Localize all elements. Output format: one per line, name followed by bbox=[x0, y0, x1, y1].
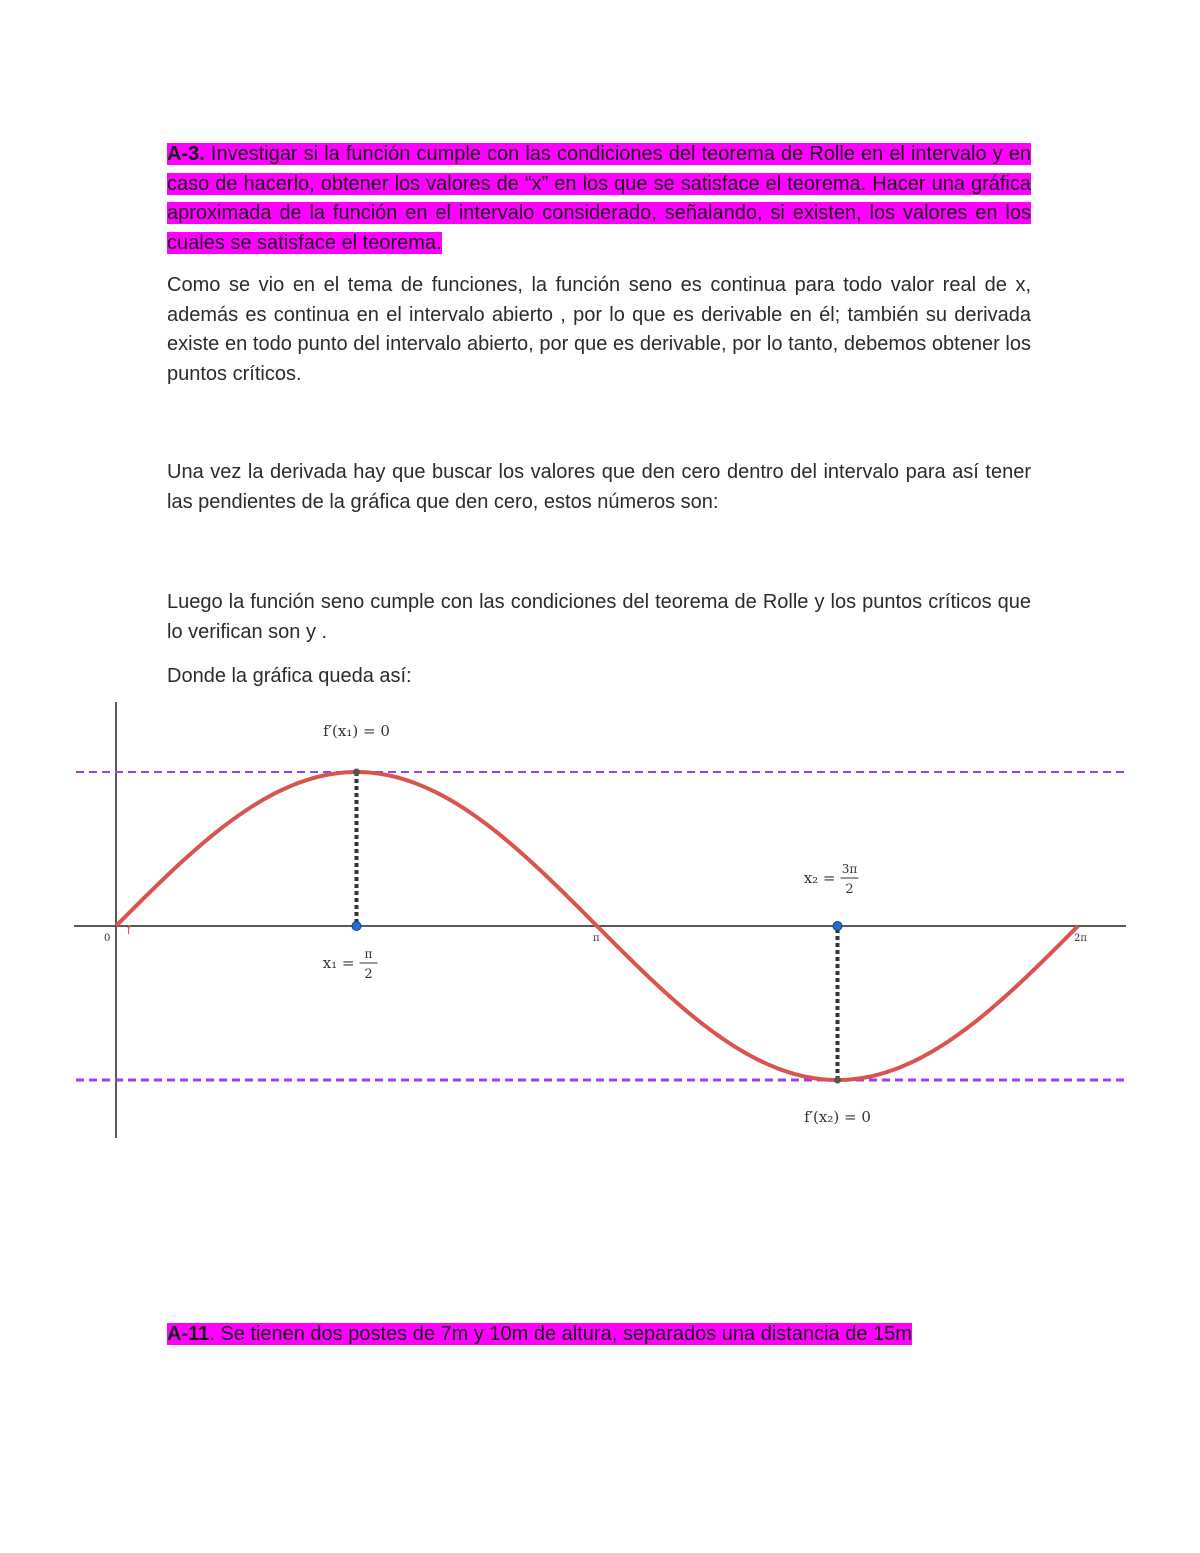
paragraph-continuity: Como se vio en el tema de funciones, la función seno es continua para todo valor real de x, además es continua en el intervalo abierto , por lo que es derivable en él; también su derivada existe en todo punto del intervalo abierto, por que es derivable, por lo tanto, debemos obtener los puntos críticos. bbox=[167, 274, 1031, 385]
paragraph-graph-intro: Donde la gráfica queda así: bbox=[167, 665, 412, 687]
critical-x-label: x₂ = bbox=[803, 869, 836, 887]
fraction-numerator: 3π bbox=[841, 862, 858, 876]
series-label: f bbox=[127, 923, 131, 937]
fraction-numerator: π bbox=[364, 947, 373, 961]
critical-point-x bbox=[352, 922, 361, 931]
x-tick-label: π bbox=[592, 933, 600, 944]
extremum-point bbox=[353, 769, 360, 776]
critical-x-label: x₁ = bbox=[322, 954, 355, 972]
problem-a11-statement bbox=[167, 1320, 1031, 1350]
extremum-point bbox=[834, 1077, 841, 1084]
fraction-denominator: 2 bbox=[845, 882, 854, 897]
paragraph-derivative-zeros: Una vez la derivada hay que buscar los valores que den cero dentro del intervalo para así tener las pendientes de la gráfica que den cero, estos números son: bbox=[167, 461, 1031, 513]
problem-a3-statement bbox=[167, 140, 1031, 258]
critical-point-x bbox=[833, 922, 842, 931]
sine-graph bbox=[0, 690, 1200, 1150]
problem-a3-text: Investigar si la función cumple con las condiciones del teorema de Rolle en el intervalo y en caso de hacerlo, obtener los valores de “x” en los que se satisface el teorema. Hacer una gráfica aproximada de la función en el intervalo considerado, señalando, si existen, los valores en los cuales se satisface el teorema. bbox=[167, 143, 1031, 254]
derivative-zero-label: f′(x₁) = 0 bbox=[323, 722, 390, 740]
problem-a11-tag: A-11 bbox=[167, 1323, 210, 1345]
problem-a11-text: . Se tienen dos postes de 7m y 10m de altura, separados una distancia de 15m bbox=[209, 1323, 912, 1345]
x-tick-label: 0 bbox=[104, 933, 111, 944]
derivative-zero-label: f′(x₂) = 0 bbox=[804, 1108, 871, 1126]
problem-a3-tag: A-3. bbox=[167, 143, 205, 165]
fraction-denominator: 2 bbox=[364, 967, 373, 982]
x-tick-label: 2π bbox=[1074, 933, 1087, 944]
paragraph-rolle-conclusion: Luego la función seno cumple con las condiciones del teorema de Rolle y los puntos críticos que lo verifican son y . bbox=[167, 591, 1031, 643]
